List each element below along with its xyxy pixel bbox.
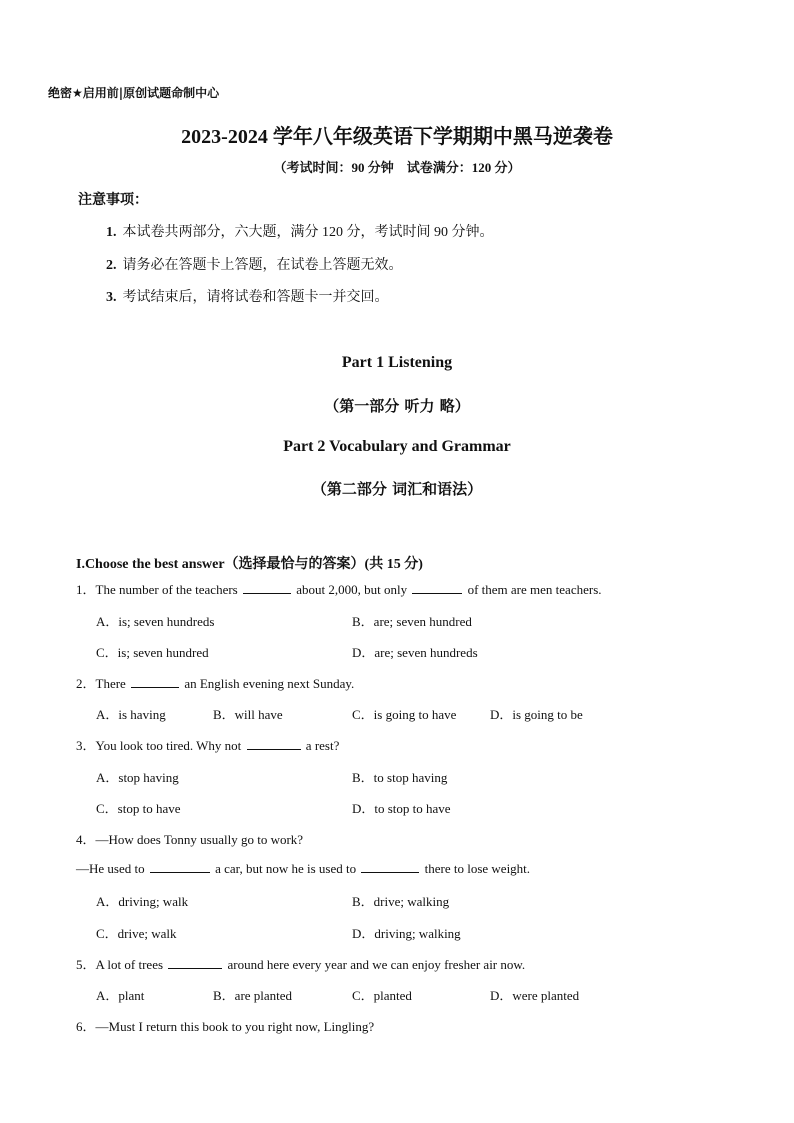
question-text: there to lose weight. <box>424 861 531 876</box>
notice-item <box>106 221 494 241</box>
option-d: D．is going to be <box>490 707 583 722</box>
option-b: B．will have <box>213 707 283 722</box>
answer-blank <box>361 860 419 873</box>
question-number: 2． <box>76 676 96 691</box>
option-c: C．planted <box>352 988 412 1003</box>
question-text: There <box>95 676 126 691</box>
exam-subtitle: （考试时间：90 分钟 试卷满分：120 分） <box>273 160 521 175</box>
question-text: a car, but now he is used to <box>215 861 357 876</box>
option-c: C．stop to have <box>96 801 181 816</box>
question-6 <box>76 1016 374 1035</box>
notice-text: 考试结束后，请将试卷和答题卡一并交回。 <box>122 290 389 305</box>
option-c: C．is; seven hundred <box>96 645 209 660</box>
answer-blank <box>150 860 210 873</box>
question-text: about 2,000, but only <box>296 582 408 597</box>
notice-text: 请务必在答题卡上答题，在试卷上答题无效。 <box>122 258 403 273</box>
option-a: A．is; seven hundreds <box>96 614 215 629</box>
question-number: 3． <box>76 738 96 753</box>
question-1 <box>76 579 602 598</box>
part1-heading: Part 1 Listening <box>341 354 453 371</box>
confidential-label: 绝密★启用前|原创试题命制中心 <box>48 86 220 100</box>
answer-blank <box>131 675 179 688</box>
part2-heading: Part 2 Vocabulary and Grammar <box>283 438 511 455</box>
question-text: —He used to <box>76 861 145 876</box>
answer-blank <box>412 581 462 594</box>
option-a: A．is having <box>96 707 166 722</box>
answer-blank <box>243 581 291 594</box>
question-text: —Must I return this book to you right now, Lingling? <box>95 1019 375 1034</box>
answer-blank <box>247 737 301 750</box>
question-number: 6． <box>76 1019 96 1034</box>
question-text: —How does Tonny usually go to work? <box>95 832 304 847</box>
question-text: of them are men teachers. <box>467 582 602 597</box>
notice-number: 1. <box>106 225 117 240</box>
question-text: a rest? <box>305 738 340 753</box>
question-4-line2 <box>76 860 530 877</box>
question-5 <box>76 954 525 973</box>
question-text: The number of the teachers <box>95 582 238 597</box>
answer-blank <box>168 956 222 969</box>
question-text: You look too tired. Why not <box>95 738 242 753</box>
question-text: around here every year and we can enjoy fresher air now. <box>227 957 526 972</box>
option-c: C．is going to have <box>352 707 457 722</box>
question-2 <box>76 673 354 692</box>
notice-item <box>106 254 403 274</box>
option-a: A．stop having <box>96 770 179 785</box>
notice-number: 3. <box>106 290 117 305</box>
notice-heading: 注意事项： <box>78 192 148 208</box>
option-a: A．driving; walk <box>96 894 189 909</box>
question-text: an English evening next Sunday. <box>184 676 355 691</box>
option-d: D．are; seven hundreds <box>352 645 478 660</box>
question-number: 4． <box>76 832 96 847</box>
question-3 <box>76 735 339 754</box>
option-b: B．to stop having <box>352 770 448 785</box>
exam-title: 2023-2024 学年八年级英语下学期期中黑马逆袭卷 <box>181 126 613 148</box>
option-d: D．to stop to have <box>352 801 451 816</box>
question-4 <box>76 829 303 848</box>
notice-item <box>106 286 389 306</box>
option-b: B．are; seven hundred <box>352 614 472 629</box>
option-d: D．driving; walking <box>352 926 461 941</box>
option-a: A．plant <box>96 988 145 1003</box>
question-number: 1． <box>76 582 96 597</box>
notice-number: 2. <box>106 258 117 273</box>
option-c: C．drive; walk <box>96 926 177 941</box>
part2-subheading: （第二部分 词汇和语法） <box>311 480 483 498</box>
option-b: B．drive; walking <box>352 894 450 909</box>
question-number: 5． <box>76 957 96 972</box>
part1-subheading: （第一部分 听力 略） <box>324 397 470 415</box>
notice-text: 本试卷共两部分，六大题，满分 120 分，考试时间 90 分钟。 <box>122 225 494 240</box>
section-heading: I.Choose the best answer（选择最恰与的答案）(共 15 分) <box>76 557 423 572</box>
option-b: B．are planted <box>213 988 293 1003</box>
question-text: A lot of trees <box>95 957 164 972</box>
option-d: D．were planted <box>490 988 580 1003</box>
